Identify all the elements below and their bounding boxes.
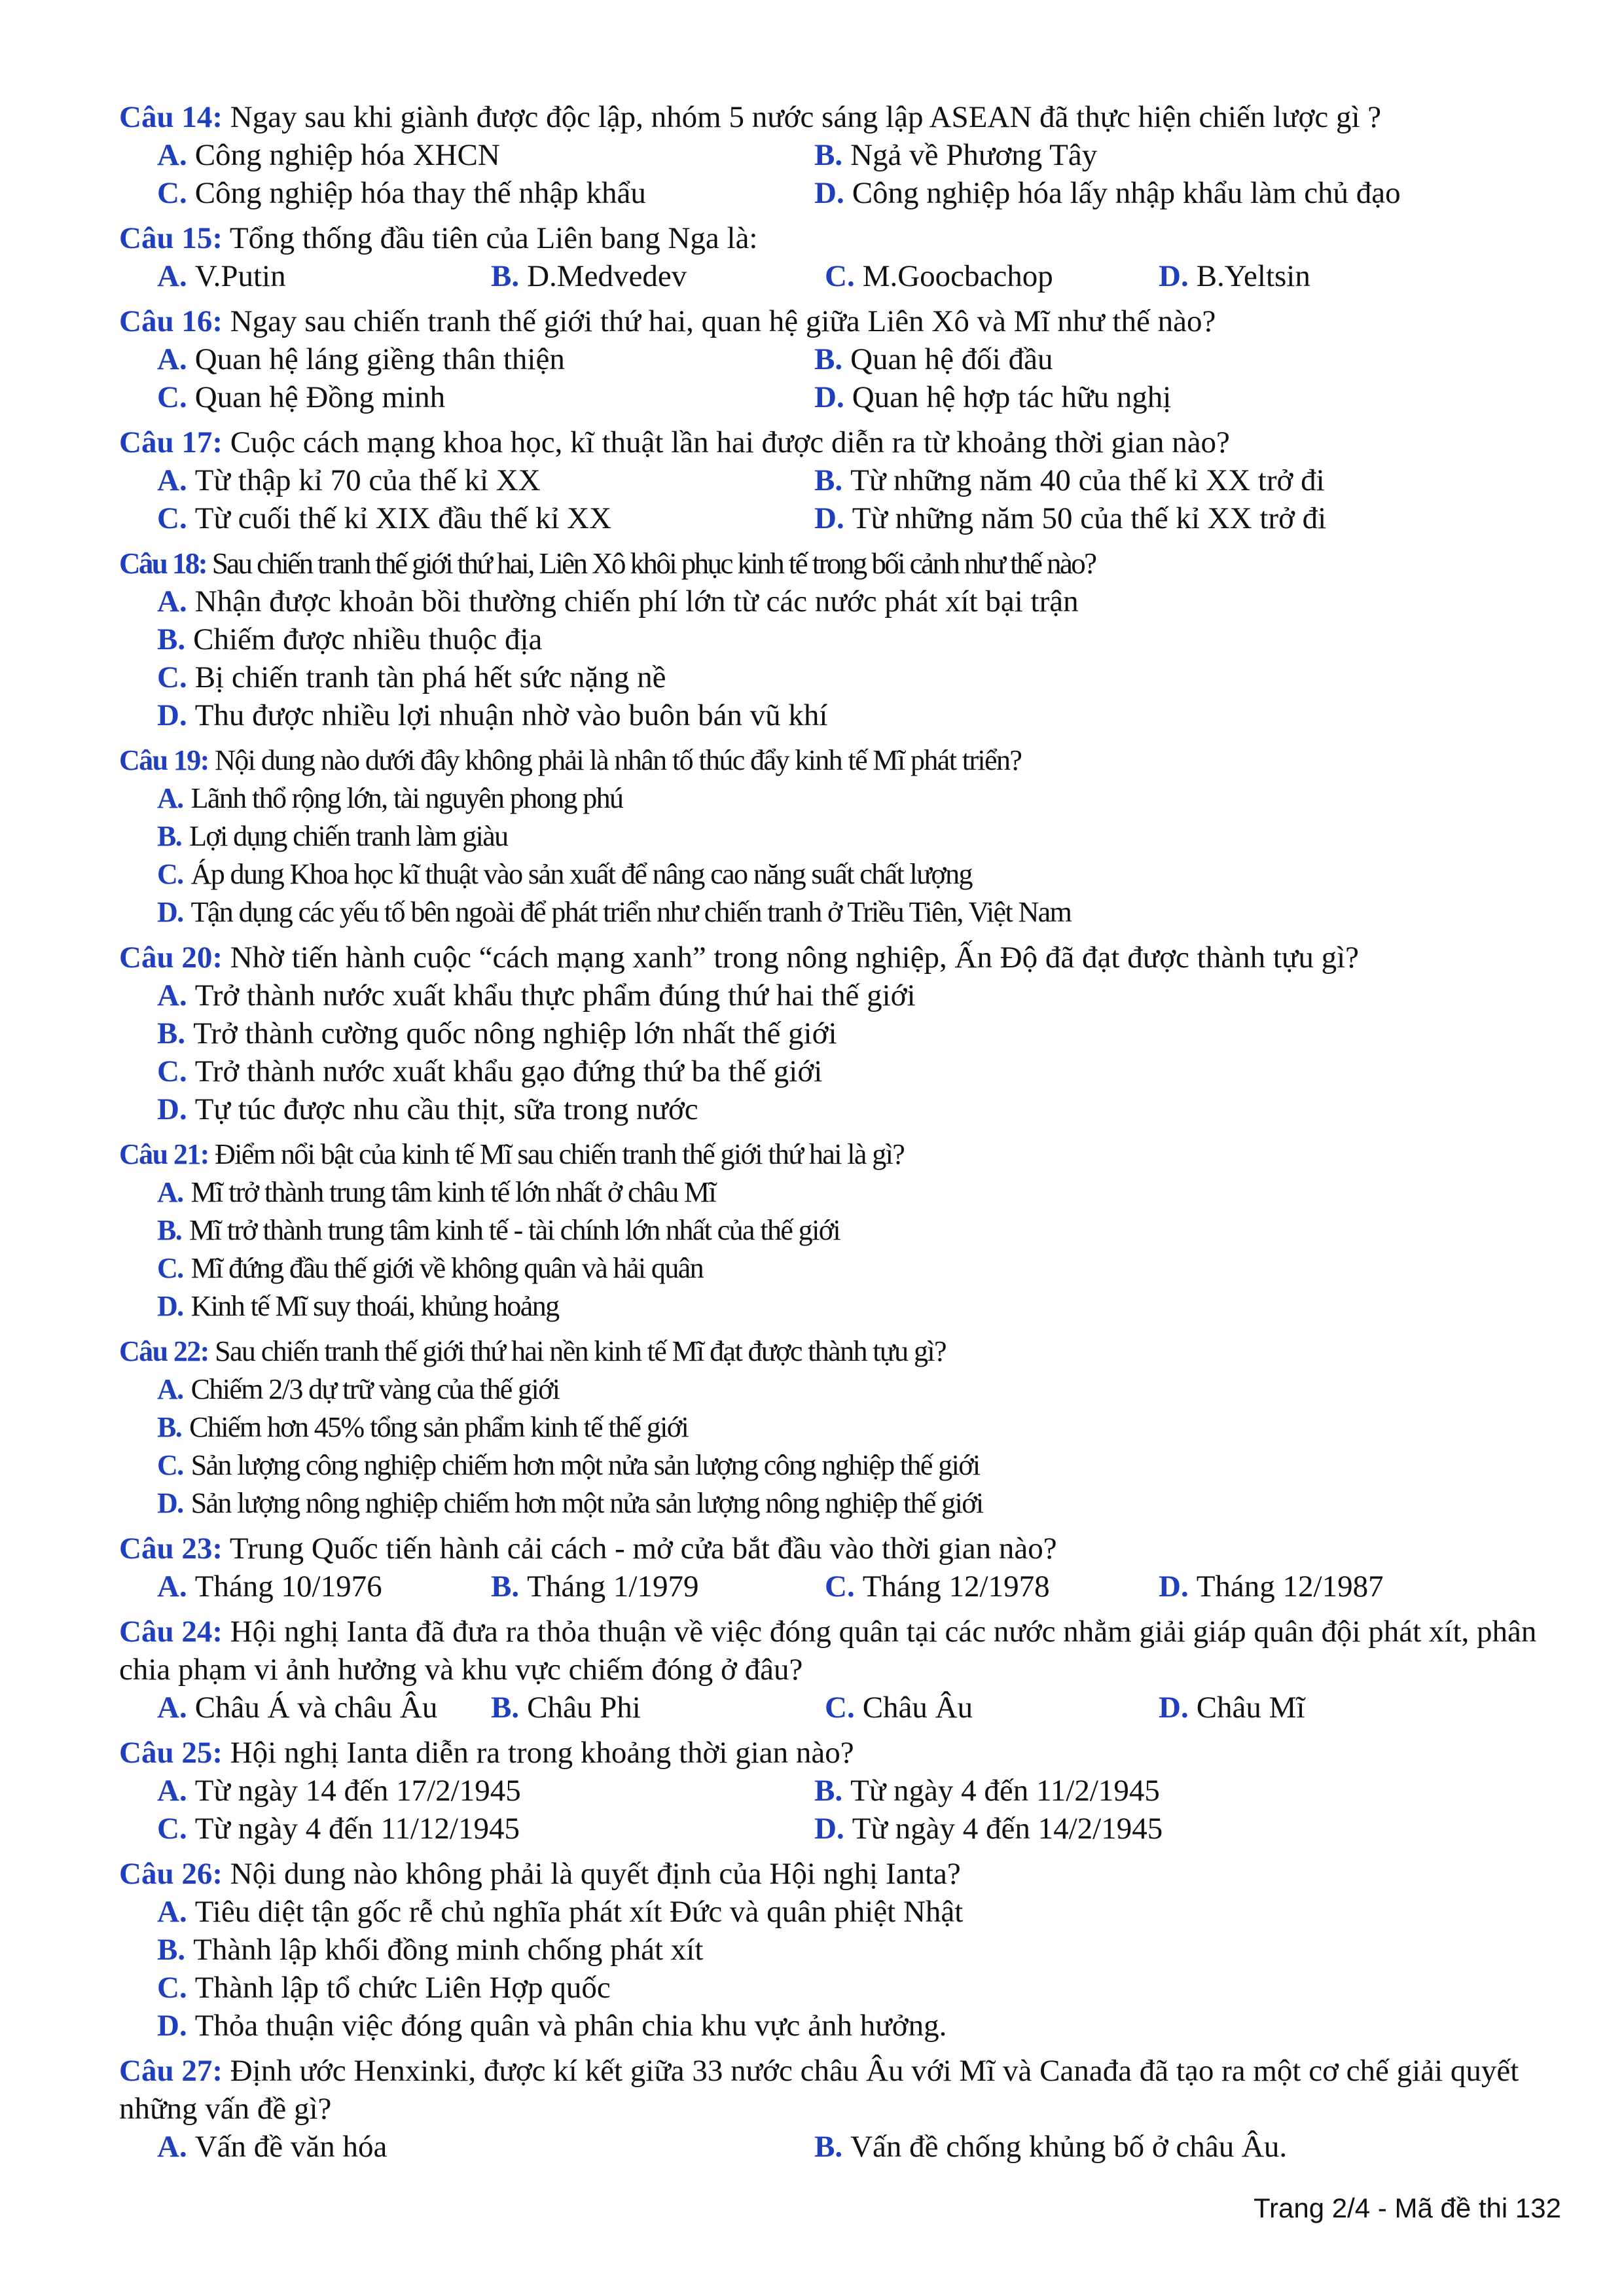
answer-option — [1121, 1568, 1454, 1605]
option-text: Quan hệ đối đầu — [850, 342, 1053, 376]
option-text: Từ những năm 50 của thế kỉ XX trở đi — [852, 501, 1327, 535]
answer-options — [119, 1371, 1559, 1522]
option-text: Tháng 1/1979 — [527, 1570, 699, 1604]
option-text: Sản lượng nông nghiệp chiếm hơn một nửa sản lượng nông nghiệp thế giới — [190, 1487, 983, 1519]
question-27 — [119, 2052, 1559, 2166]
option-letter: A. — [157, 259, 187, 293]
answer-option — [119, 499, 776, 537]
question-16 — [119, 302, 1559, 416]
answer-options — [119, 461, 1559, 537]
answer-option — [119, 378, 776, 416]
question-stem — [119, 1855, 1559, 1893]
option-text: Chiếm hơn 45% tổng sản phẩm kinh tế thế giới — [189, 1411, 689, 1443]
answer-option — [119, 1174, 1559, 1211]
answer-option — [119, 1249, 1559, 1287]
answer-option — [119, 1408, 1559, 1446]
option-letter: C. — [157, 1054, 187, 1088]
option-letter: D. — [814, 1812, 844, 1846]
question-text: Ngay sau khi giành được độc lập, nhóm 5 nước sáng lập ASEAN đã thực hiện chiến lược gì ? — [230, 100, 1382, 134]
answer-option — [453, 1568, 787, 1605]
answer-option — [119, 696, 1559, 734]
answer-option — [776, 136, 1434, 174]
answer-option — [119, 1052, 1559, 1090]
question-17 — [119, 423, 1559, 537]
option-text: Mĩ trở thành trung tâm kinh tế - tài chính lớn nhất của thế giới — [189, 1214, 840, 1246]
option-text: Trở thành cường quốc nông nghiệp lớn nhất thế giới — [193, 1016, 837, 1050]
option-letter: B. — [491, 1691, 520, 1725]
answer-options — [119, 1689, 1559, 1727]
option-letter: A. — [157, 1895, 187, 1929]
question-number: Câu 22: — [119, 1335, 209, 1367]
question-stem — [119, 1333, 1559, 1371]
option-text: Công nghiệp hóa lấy nhập khẩu làm chủ đạo — [852, 176, 1401, 210]
option-text: Công nghiệp hóa thay thế nhập khẩu — [194, 176, 646, 210]
answer-options — [119, 1772, 1559, 1848]
answer-option — [776, 378, 1434, 416]
answer-option — [119, 817, 1559, 855]
option-text: Thu được nhiều lợi nhuận nhờ vào buôn bán vũ khí — [194, 698, 828, 732]
option-text: Chiếm được nhiều thuộc địa — [193, 622, 543, 656]
question-number: Câu 19: — [119, 744, 209, 776]
option-letter: B. — [157, 1411, 182, 1443]
answer-option — [119, 257, 453, 295]
question-text: Định ước Henxinki, được kí kết giữa 33 nước châu Âu với Mĩ và Canađa đã tạo ra một cơ chế giải quyết những vấn đề gì? — [119, 2054, 1519, 2126]
question-stem — [119, 939, 1559, 977]
option-text: Từ thập kỉ 70 của thế kỉ XX — [194, 463, 541, 497]
option-text: Quan hệ hợp tác hữu nghị — [852, 380, 1172, 414]
answer-option — [119, 583, 1559, 620]
answer-option — [776, 340, 1434, 378]
option-text: Vấn đề văn hóa — [194, 2130, 388, 2164]
option-letter: D. — [814, 380, 844, 414]
option-letter: C. — [157, 380, 187, 414]
question-stem — [119, 302, 1559, 340]
option-letter: D. — [157, 1487, 183, 1519]
option-text: Quan hệ láng giềng thân thiện — [194, 342, 565, 376]
question-24 — [119, 1613, 1559, 1727]
answer-option — [776, 461, 1434, 499]
answer-option — [119, 1287, 1559, 1325]
question-number: Câu 14: — [119, 100, 223, 134]
answer-option — [119, 1446, 1559, 1484]
option-text: Nhận được khoản bồi thường chiến phí lớn từ các nước phát xít bại trận — [194, 584, 1079, 619]
answer-option — [119, 780, 1559, 817]
question-number: Câu 20: — [119, 941, 223, 975]
answer-option — [453, 1689, 787, 1727]
question-text: Điểm nổi bật của kinh tế Mĩ sau chiến tranh thế giới thứ hai là gì? — [215, 1138, 905, 1170]
question-number: Câu 26: — [119, 1857, 223, 1891]
option-letter: C. — [157, 1252, 183, 1284]
option-letter: C. — [157, 858, 183, 890]
option-letter: D. — [157, 2009, 187, 2043]
answer-options — [119, 1174, 1559, 1325]
option-letter: B. — [814, 342, 843, 376]
answer-option — [119, 658, 1559, 696]
question-stem — [119, 742, 1559, 780]
option-letter: D. — [157, 698, 187, 732]
option-text: V.Putin — [194, 259, 286, 293]
question-stem — [119, 423, 1559, 461]
option-letter: A. — [157, 1176, 183, 1208]
answer-option — [119, 1484, 1559, 1522]
option-text: Tiêu diệt tận gốc rễ chủ nghĩa phát xít Đức và quân phiệt Nhật — [194, 1895, 964, 1929]
option-letter: D. — [814, 176, 844, 210]
option-text: Vấn đề chống khủng bố ở châu Âu. — [850, 2130, 1288, 2164]
answer-option — [1121, 1689, 1454, 1727]
option-text: Thành lập khối đồng minh chống phát xít — [193, 1933, 704, 1967]
answer-option — [776, 1772, 1434, 1810]
option-letter: A. — [157, 584, 187, 619]
question-text: Sau chiến tranh thế giới thứ hai nền kinh tế Mĩ đạt được thành tựu gì? — [215, 1335, 946, 1367]
answer-option — [119, 1090, 1559, 1128]
option-letter: D. — [157, 1290, 183, 1322]
answer-option — [119, 1568, 453, 1605]
option-text: Tận dụng các yếu tố bên ngoài để phát triển như chiến tranh ở Triều Tiên, Việt Nam — [190, 896, 1072, 928]
question-text: Ngay sau chiến tranh thế giới thứ hai, quan hệ giữa Liên Xô và Mĩ như thế nào? — [230, 304, 1216, 338]
option-letter: D. — [814, 501, 844, 535]
question-number: Câu 16: — [119, 304, 223, 338]
answer-option — [119, 1014, 1559, 1052]
option-text: Từ cuối thế kỉ XIX đầu thế kỉ XX — [194, 501, 612, 535]
answer-option — [119, 977, 1559, 1014]
question-stem — [119, 1530, 1559, 1568]
answer-option — [119, 1893, 1559, 1931]
question-number: Câu 17: — [119, 425, 223, 459]
option-text: Châu Mĩ — [1196, 1691, 1305, 1725]
answer-option — [453, 257, 787, 295]
question-26 — [119, 1855, 1559, 2045]
option-text: Từ ngày 14 đến 17/2/1945 — [194, 1774, 521, 1808]
answer-option — [119, 1371, 1559, 1408]
question-number: Câu 15: — [119, 221, 223, 255]
question-20 — [119, 939, 1559, 1128]
answer-option — [776, 2128, 1434, 2166]
question-text: Tổng thống đầu tiên của Liên bang Nga là: — [229, 221, 758, 255]
option-letter: A. — [157, 1774, 187, 1808]
answer-options — [119, 2128, 1559, 2166]
option-letter: B. — [814, 2130, 843, 2164]
answer-options — [119, 1893, 1559, 2045]
answer-options — [119, 780, 1559, 931]
option-letter: C. — [157, 176, 187, 210]
option-text: Thỏa thuận việc đóng quân và phân chia khu vực ảnh hưởng. — [194, 2009, 947, 2043]
question-number: Câu 18: — [119, 547, 207, 580]
answer-option — [119, 461, 776, 499]
answer-option — [119, 620, 1559, 658]
question-21 — [119, 1136, 1559, 1325]
answer-option — [119, 855, 1559, 893]
option-text: Mĩ đứng đầu thế giới về không quân và hải quân — [190, 1252, 704, 1284]
question-text: Nhờ tiến hành cuộc “cách mạng xanh” trong nông nghiệp, Ấn Độ đã đạt được thành tựu gì? — [230, 941, 1360, 975]
option-letter: B. — [157, 1016, 186, 1050]
answer-option — [787, 257, 1121, 295]
option-letter: A. — [157, 342, 187, 376]
option-text: Lãnh thổ rộng lớn, tài nguyên phong phú — [190, 782, 623, 814]
question-stem — [119, 1734, 1559, 1772]
answer-option — [776, 174, 1434, 212]
question-18 — [119, 545, 1559, 734]
option-text: Áp dung Khoa học kĩ thuật vào sản xuất để nâng cao năng suất chất lượng — [190, 858, 972, 890]
answer-option — [119, 340, 776, 378]
question-25 — [119, 1734, 1559, 1848]
option-text: Chiếm 2/3 dự trữ vàng của thế giới — [190, 1373, 560, 1405]
question-number: Câu 21: — [119, 1138, 209, 1170]
question-stem — [119, 2052, 1559, 2128]
option-letter: D. — [1159, 259, 1189, 293]
option-text: Công nghiệp hóa XHCN — [194, 138, 500, 172]
option-text: B.Yeltsin — [1196, 259, 1310, 293]
option-letter: A. — [157, 1373, 183, 1405]
option-text: Ngả về Phương Tây — [850, 138, 1098, 172]
page-footer: Trang 2/4 - Mã đề thi 132 — [1253, 2193, 1561, 2223]
answer-option — [119, 1211, 1559, 1249]
option-text: Bị chiến tranh tàn phá hết sức nặng nề — [194, 660, 666, 694]
question-number: Câu 23: — [119, 1532, 223, 1566]
question-23 — [119, 1530, 1559, 1605]
option-text: Từ ngày 4 đến 11/12/1945 — [194, 1812, 520, 1846]
answer-option — [119, 174, 776, 212]
answer-option — [776, 499, 1434, 537]
option-text: Tháng 12/1978 — [862, 1570, 1050, 1604]
question-stem — [119, 545, 1559, 583]
question-text: Hội nghị Ianta diễn ra trong khoảng thời gian nào? — [230, 1736, 854, 1770]
answer-option — [787, 1689, 1121, 1727]
question-stem — [119, 1613, 1559, 1689]
option-letter: C. — [157, 1812, 187, 1846]
option-text: M.Goocbachop — [862, 259, 1053, 293]
option-letter: A. — [157, 782, 183, 814]
option-letter: B. — [491, 1570, 520, 1604]
answer-option — [119, 1931, 1559, 1969]
answer-options — [119, 257, 1559, 295]
question-list — [119, 98, 1559, 2173]
option-text: Tháng 10/1976 — [194, 1570, 382, 1604]
question-text: Sau chiến tranh thế giới thứ hai, Liên Xô khôi phục kinh tế trong bối cảnh như thế nào? — [211, 547, 1096, 580]
option-letter: D. — [1159, 1691, 1189, 1725]
question-number: Câu 24: — [119, 1615, 223, 1649]
option-text: Quan hệ Đồng minh — [194, 380, 446, 414]
question-text: Nội dung nào không phải là quyết định của Hội nghị Ianta? — [230, 1857, 961, 1891]
answer-option — [119, 136, 776, 174]
option-text: Kinh tế Mĩ suy thoái, khủng hoảng — [190, 1290, 559, 1322]
option-letter: A. — [157, 978, 187, 1013]
option-text: Từ ngày 4 đến 11/2/1945 — [850, 1774, 1160, 1808]
option-letter: C. — [825, 1570, 855, 1604]
question-14 — [119, 98, 1559, 212]
question-text: Trung Quốc tiến hành cải cách - mở cửa bắt đầu vào thời gian nào? — [229, 1532, 1057, 1566]
option-text: Mĩ trở thành trung tâm kinh tế lớn nhất ở châu Mĩ — [190, 1176, 716, 1208]
option-letter: B. — [491, 259, 520, 293]
answer-option — [119, 2128, 776, 2166]
answer-option — [787, 1568, 1121, 1605]
answer-options — [119, 977, 1559, 1128]
option-letter: B. — [157, 820, 182, 852]
option-text: Châu Á và châu Âu — [194, 1691, 438, 1725]
option-letter: C. — [825, 1691, 855, 1725]
option-text: Lợi dụng chiến tranh làm giàu — [189, 820, 508, 852]
option-letter: A. — [157, 138, 187, 172]
option-text: Từ những năm 40 của thế kỉ XX trở đi — [850, 463, 1325, 497]
question-stem — [119, 98, 1559, 136]
answer-option — [119, 1969, 1559, 2007]
option-text: Thành lập tổ chức Liên Hợp quốc — [194, 1971, 611, 2005]
option-letter: C. — [157, 1971, 187, 2005]
answer-option — [776, 1810, 1434, 1848]
answer-option — [119, 1772, 776, 1810]
option-letter: A. — [157, 2130, 187, 2164]
question-text: Hội nghị Ianta đã đưa ra thỏa thuận về việc đóng quân tại các nước nhằm giải giáp quân đội phát xít, phân chia phạm vi ảnh hưởng và khu vực chiếm đóng ở đâu? — [119, 1615, 1537, 1687]
option-letter: B. — [157, 622, 186, 656]
option-letter: B. — [814, 138, 843, 172]
answer-option — [119, 893, 1559, 931]
answer-options — [119, 136, 1559, 212]
question-stem — [119, 219, 1559, 257]
option-letter: B. — [814, 463, 843, 497]
question-stem — [119, 1136, 1559, 1174]
answer-option — [119, 1810, 776, 1848]
question-22 — [119, 1333, 1559, 1522]
option-letter: B. — [157, 1933, 186, 1967]
option-text: Trở thành nước xuất khẩu thực phẩm đúng thứ hai thế giới — [194, 978, 916, 1013]
question-19 — [119, 742, 1559, 931]
option-text: Trở thành nước xuất khẩu gạo đứng thứ ba thế giới — [194, 1054, 823, 1088]
option-text: Châu Phi — [527, 1691, 641, 1725]
option-letter: A. — [157, 463, 187, 497]
answer-option — [119, 2007, 1559, 2045]
answer-option — [1121, 257, 1454, 295]
option-letter: C. — [157, 1449, 183, 1481]
option-text: Tự túc được nhu cầu thịt, sữa trong nước — [194, 1092, 698, 1126]
answer-options — [119, 1568, 1559, 1605]
option-letter: D. — [1159, 1570, 1189, 1604]
option-text: D.Medvedev — [527, 259, 687, 293]
option-letter: C. — [157, 501, 187, 535]
option-text: Tháng 12/1987 — [1196, 1570, 1384, 1604]
question-number: Câu 25: — [119, 1736, 223, 1770]
option-text: Sản lượng công nghiệp chiếm hơn một nửa sản lượng công nghiệp thế giới — [190, 1449, 980, 1481]
question-text: Cuộc cách mạng khoa học, kĩ thuật lần hai được diễn ra từ khoảng thời gian nào? — [230, 425, 1230, 459]
answer-options — [119, 583, 1559, 734]
option-letter: C. — [825, 259, 855, 293]
option-letter: D. — [157, 896, 183, 928]
option-letter: C. — [157, 660, 187, 694]
option-letter: A. — [157, 1691, 187, 1725]
question-15 — [119, 219, 1559, 295]
answer-options — [119, 340, 1559, 416]
option-letter: B. — [157, 1214, 182, 1246]
option-letter: D. — [157, 1092, 187, 1126]
question-number: Câu 27: — [119, 2054, 223, 2088]
answer-option — [119, 1689, 453, 1727]
option-letter: A. — [157, 1570, 187, 1604]
option-text: Châu Âu — [862, 1691, 973, 1725]
option-letter: B. — [814, 1774, 843, 1808]
option-text: Từ ngày 4 đến 14/2/1945 — [852, 1812, 1163, 1846]
question-text: Nội dung nào dưới đây không phải là nhân tố thúc đẩy kinh tế Mĩ phát triển? — [215, 744, 1022, 776]
